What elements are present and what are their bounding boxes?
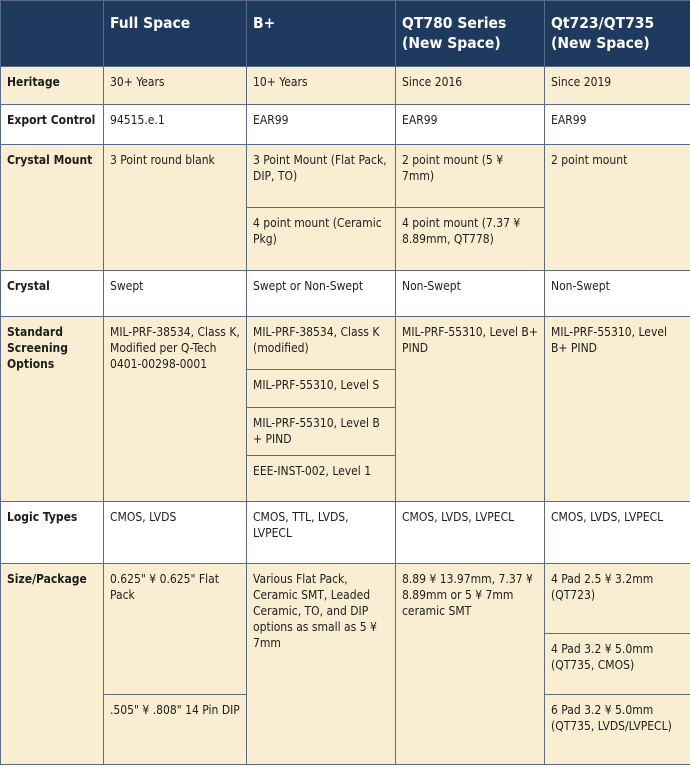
cell: EEE-INST-002, Level 1 — [247, 456, 396, 502]
row-label: Crystal Mount — [1, 145, 104, 271]
cell: Swept or Non-Swept — [247, 271, 396, 317]
cell: MIL-PRF-55310, Level B+ PIND — [396, 317, 545, 502]
cell: EAR99 — [396, 105, 545, 145]
cell: Various Flat Pack, Ceramic SMT, Leaded Ceramic, TO, and DIP options as small as 5 ¥ 7mm — [247, 564, 396, 765]
row-label: Heritage — [1, 67, 104, 105]
row-crystal — [1, 271, 690, 317]
cell: 3 Point round blank — [104, 145, 247, 271]
cell: 3 Point Mount (Flat Pack, DIP, TO) — [247, 145, 396, 208]
row-heritage — [1, 67, 690, 105]
row-label: Standard Screening Options — [1, 317, 104, 502]
cell: CMOS, LVDS, LVPECL — [396, 502, 545, 564]
row-label: Crystal — [1, 271, 104, 317]
row-screening — [1, 317, 690, 370]
row-export-control — [1, 105, 690, 145]
cell: Non-Swept — [545, 271, 690, 317]
row-label: Logic Types — [1, 502, 104, 564]
cell: 0.625" ¥ 0.625" Flat Pack — [104, 564, 247, 695]
row-size-package — [1, 564, 690, 634]
header-qt723: Qt723/QT735 (New Space) — [545, 1, 690, 67]
row-crystal-mount — [1, 145, 690, 208]
cell: MIL-PRF-38534, Class K, Modified per Q-Tech 0401-00298-0001 — [104, 317, 247, 502]
cell: 6 Pad 3.2 ¥ 5.0mm (QT735, LVDS/LVPECL) — [545, 695, 690, 765]
cell: CMOS, LVDS, LVPECL — [545, 502, 690, 564]
header-row — [1, 1, 690, 67]
cell: EAR99 — [545, 105, 690, 145]
row-logic-types — [1, 502, 690, 564]
cell: 10+ Years — [247, 67, 396, 105]
cell: Since 2019 — [545, 67, 690, 105]
cell: MIL-PRF-55310, Level B+ PIND — [545, 317, 690, 502]
cell: EAR99 — [247, 105, 396, 145]
cell: 2 point mount (5 ¥ 7mm) — [396, 145, 545, 208]
cell: 4 Pad 2.5 ¥ 3.2mm (QT723) — [545, 564, 690, 634]
cell: 2 point mount — [545, 145, 690, 271]
header-corner — [1, 1, 104, 67]
cell: CMOS, TTL, LVDS, LVPECL — [247, 502, 396, 564]
cell: Swept — [104, 271, 247, 317]
cell: 4 point mount (7.37 ¥ 8.89mm, QT778) — [396, 208, 545, 271]
cell: .505" ¥ .808" 14 Pin DIP — [104, 695, 247, 765]
cell: MIL-PRF-55310, Level S — [247, 370, 396, 408]
row-label: Size/Package — [1, 564, 104, 765]
row-label: Export Control — [1, 105, 104, 145]
cell: 4 Pad 3.2 ¥ 5.0mm (QT735, CMOS) — [545, 634, 690, 695]
cell: CMOS, LVDS — [104, 502, 247, 564]
cell: 8.89 ¥ 13.97mm, 7.37 ¥ 8.89mm or 5 ¥ 7mm ceramic SMT — [396, 564, 545, 765]
header-qt780: QT780 Series (New Space) — [396, 1, 545, 67]
cell: MIL-PRF-38534, Class K (modified) — [247, 317, 396, 370]
cell: Non-Swept — [396, 271, 545, 317]
header-full-space: Full Space — [104, 1, 247, 67]
cell: 4 point mount (Ceramic Pkg) — [247, 208, 396, 271]
cell: MIL-PRF-55310, Level B + PIND — [247, 408, 396, 456]
cell: 94515.e.1 — [104, 105, 247, 145]
cell: Since 2016 — [396, 67, 545, 105]
cell: 30+ Years — [104, 67, 247, 105]
header-b-plus: B+ — [247, 1, 396, 67]
